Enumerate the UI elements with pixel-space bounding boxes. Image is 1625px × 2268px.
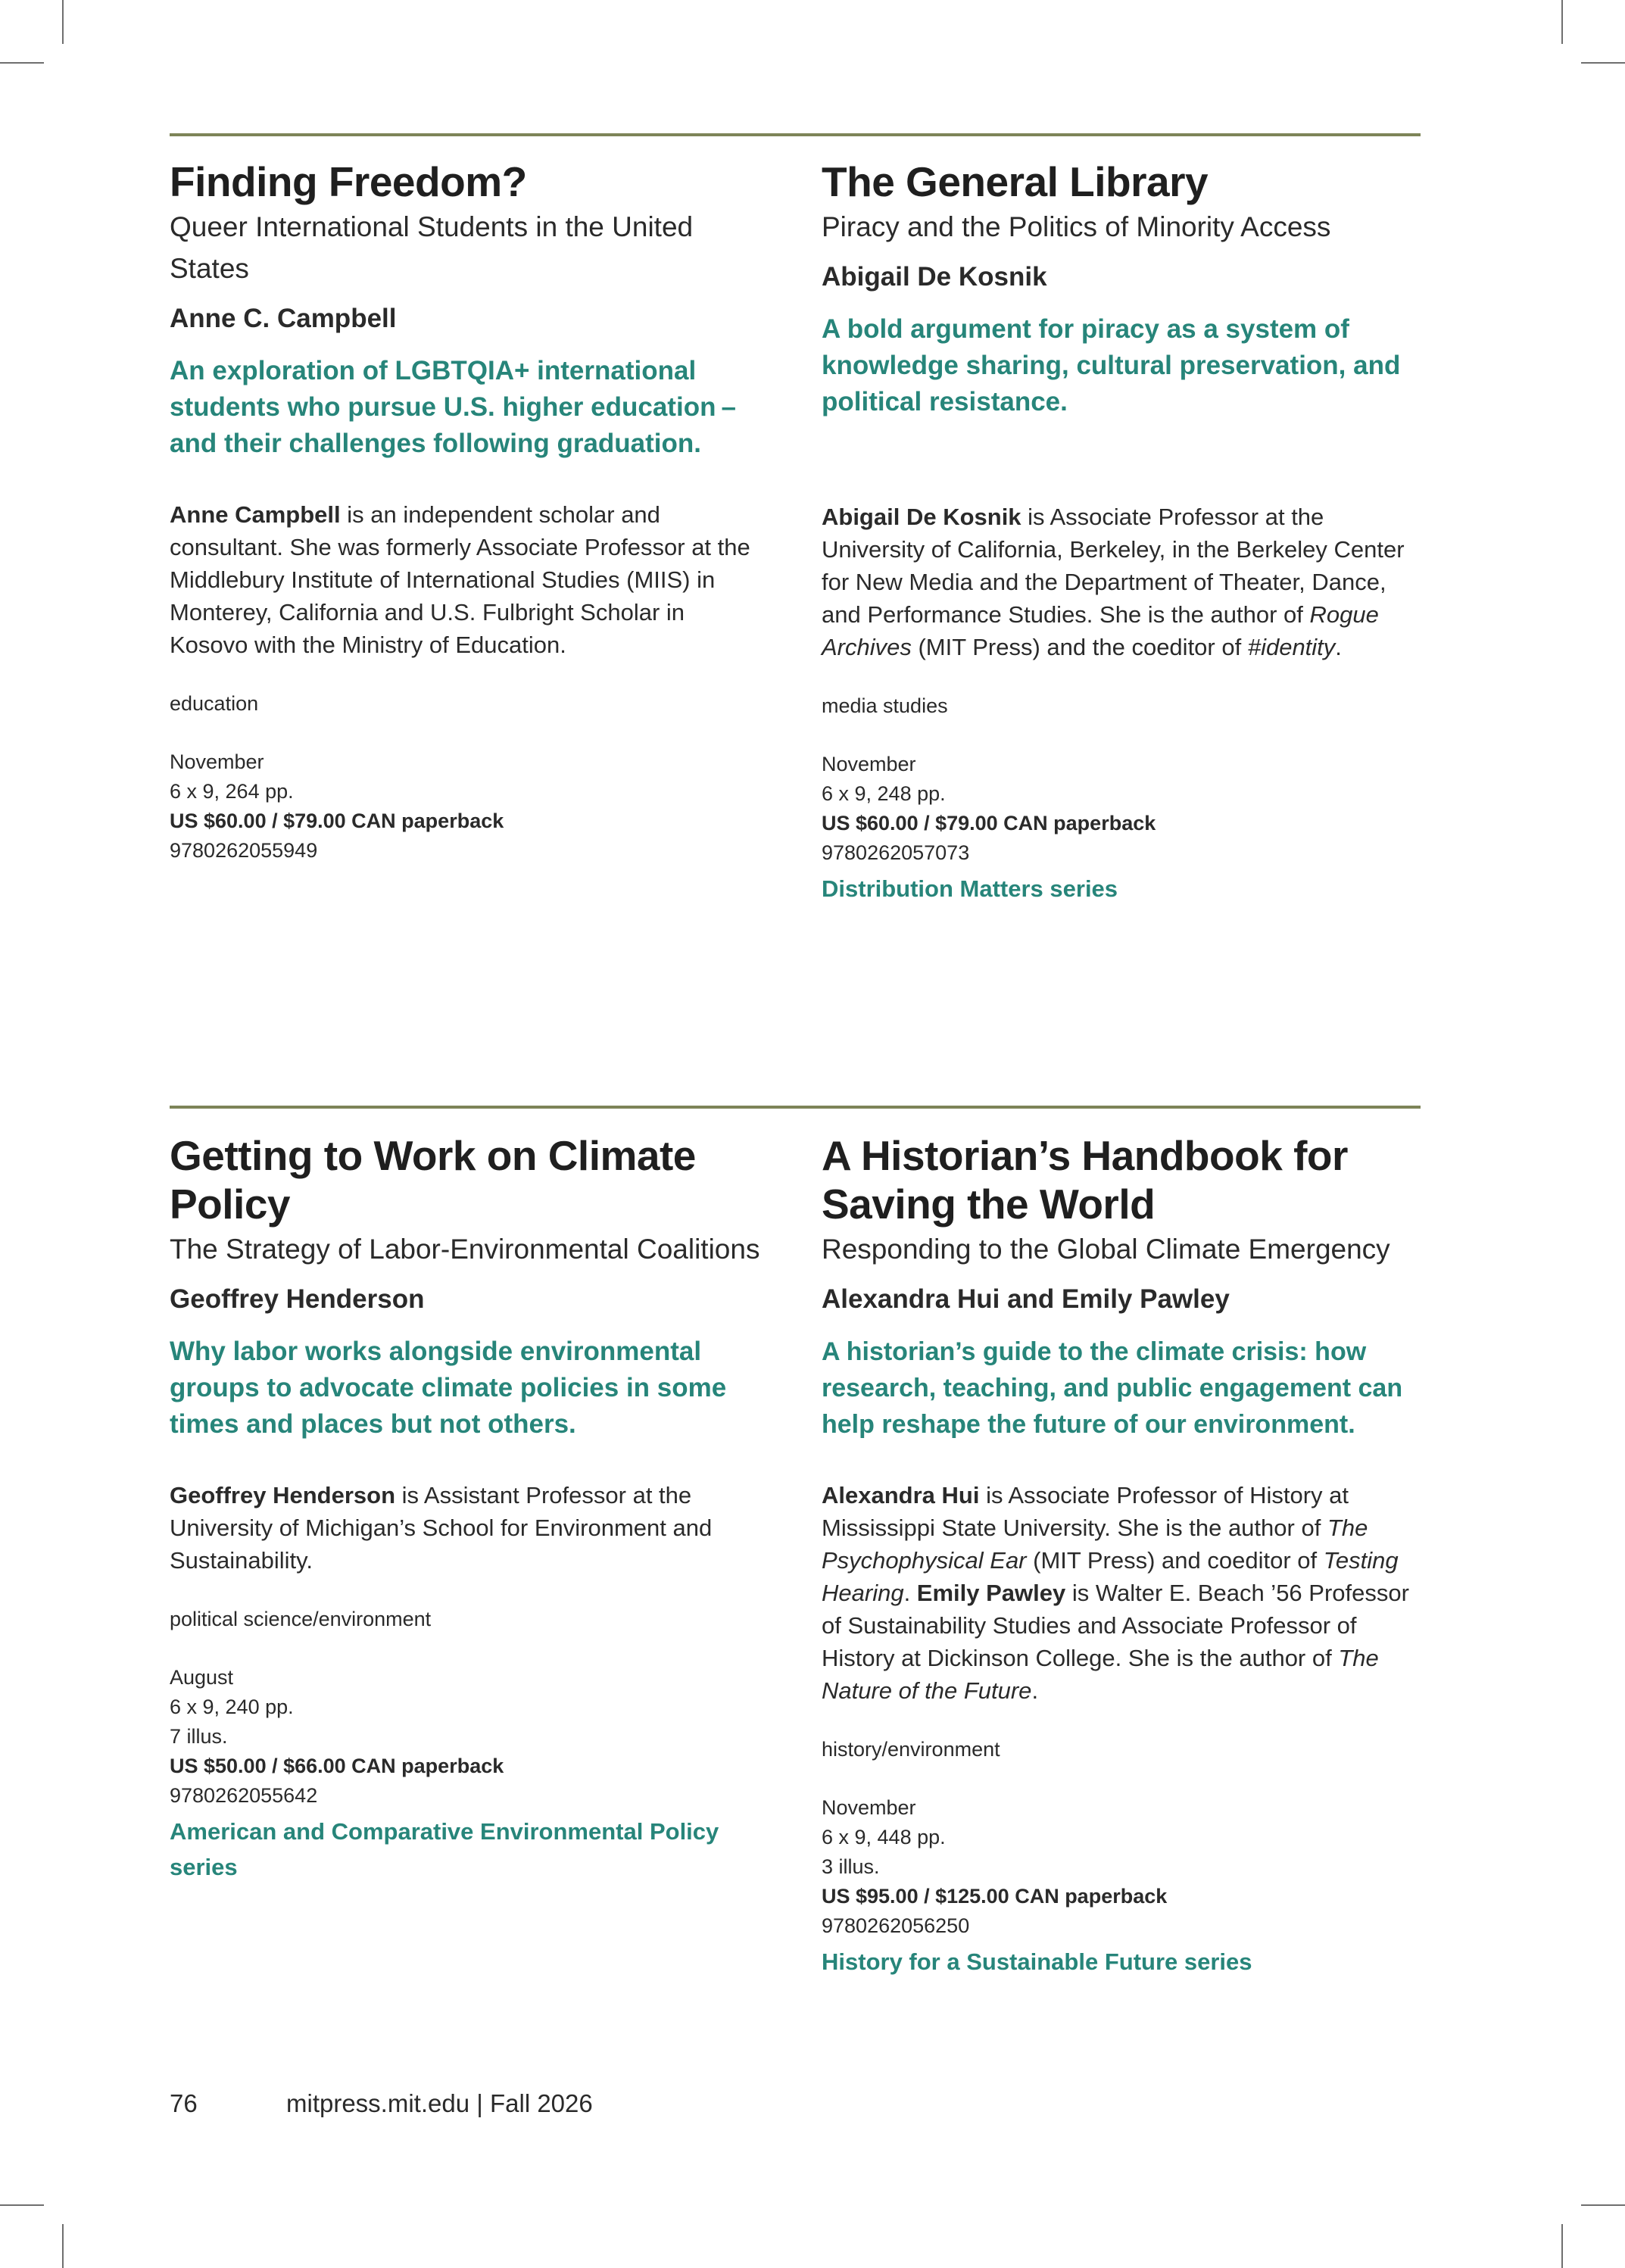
book-isbn: 9780262057073 <box>822 841 970 864</box>
pub-month: November <box>822 1796 916 1819</box>
bio-text: . <box>1031 1677 1039 1704</box>
pub-month: November <box>822 753 916 775</box>
book-title: The General Library <box>822 158 1209 205</box>
bio-work-title: The Psychophysical Ear <box>822 1515 1368 1574</box>
subject-category: education <box>170 692 259 715</box>
book-series-link[interactable]: History for a Sustainable Future series <box>822 1948 1252 1975</box>
page-number: 76 <box>170 2089 198 2117</box>
pub-month: August <box>170 1666 234 1689</box>
bio-work-title: #identity <box>1247 634 1336 660</box>
book-isbn: 9780262056250 <box>822 1914 970 1937</box>
book-format: 6 x 9, 448 pp. <box>822 1826 946 1848</box>
book-format: 6 x 9, 248 pp. <box>822 782 946 805</box>
book-format: 6 x 9, 240 pp. <box>170 1696 294 1718</box>
book-illustrations: 7 illus. <box>170 1725 228 1748</box>
book-isbn: 9780262055642 <box>170 1784 318 1807</box>
subject-category: political science/environment <box>170 1608 432 1630</box>
bio-text: is an independent scholar and consultant. She was formerly Associate Professor at the Middlebury Institute of International Studies (MIIS) in Monterey, California and U.S. Fulbright Scholar in Kosovo with the Ministry of Education. <box>170 501 750 658</box>
book-author: Geoffrey Henderson <box>170 1284 425 1314</box>
crop-mark <box>1561 0 1563 44</box>
bio-text: (MIT Press) and coeditor of <box>1026 1547 1324 1574</box>
bio-text: . <box>903 1580 917 1606</box>
pub-month: November <box>170 750 264 773</box>
bio-work-title: Rogue Archives <box>822 601 1379 660</box>
book-price: US $60.00 / $79.00 CAN paperback <box>170 810 504 832</box>
bio-work-title: Testing Hearing <box>822 1547 1399 1606</box>
subject-category: history/environment <box>822 1738 1000 1761</box>
book-price: US $50.00 / $66.00 CAN paperback <box>170 1755 504 1777</box>
bio-author-name: Anne Campbell <box>170 501 341 528</box>
bio-text: is Assistant Professor at the University of Michigan’s School for Environment and Sustainability. <box>170 1482 713 1574</box>
book-entry-historians-handbook <box>822 1131 1420 1979</box>
bio-text: is Associate Professor at the University of California, Berkeley, in the Berkeley Center for New Media and the Department of Theater, Dance, and Performance Studies. She is the author of <box>822 504 1405 628</box>
book-series-link[interactable]: American and Comparative Environmental Policy series <box>170 1818 719 1880</box>
bio-text: . <box>1335 634 1342 660</box>
book-title: Finding Freedom? <box>170 158 527 205</box>
book-title: Getting to Work on Climate Policy <box>170 1132 696 1228</box>
book-blurb: A bold argument for piracy as a system of knowledge sharing, cultural preservation, and political resistance. <box>822 314 1401 416</box>
bio-text: is Walter E. Beach ’56 Professor of Sustainability Studies and Associate Professor of History at Dickinson College. She is the author of <box>822 1580 1409 1671</box>
bio-author-name: Abigail De Kosnik <box>822 504 1021 530</box>
author-bio <box>822 501 1420 663</box>
section-rule-top <box>170 133 1421 136</box>
book-blurb: A historian’s guide to the climate crisis: how research, teaching, and public engagement can help reshape the future of our environment. <box>822 1337 1403 1439</box>
crop-mark <box>1581 2204 1625 2206</box>
crop-mark <box>1581 62 1625 64</box>
crop-mark <box>62 0 64 44</box>
book-author: Alexandra Hui and Emily Pawley <box>822 1284 1230 1314</box>
book-entry-finding-freedom <box>170 158 768 866</box>
book-entry-climate-policy <box>170 1131 768 1885</box>
crop-mark <box>62 2224 64 2268</box>
section-rule-bottom <box>170 1106 1421 1109</box>
crop-mark <box>0 62 44 64</box>
bio-author-name: Geoffrey Henderson <box>170 1482 396 1508</box>
bio-work-title: The Nature of the Future <box>822 1645 1379 1704</box>
book-subtitle: Responding to the Global Climate Emergency <box>822 1234 1390 1265</box>
bio-author-name: Emily Pawley <box>916 1580 1066 1606</box>
book-author: Anne C. Campbell <box>170 304 397 333</box>
book-subtitle: Queer International Students in the United States <box>170 211 694 284</box>
book-title: A Historian’s Handbook for Saving the World <box>822 1132 1348 1228</box>
book-isbn: 9780262055949 <box>170 839 318 862</box>
author-bio <box>170 498 768 661</box>
crop-mark <box>0 2204 44 2206</box>
subject-category: media studies <box>822 694 948 717</box>
author-bio <box>170 1479 768 1577</box>
crop-mark <box>1561 2224 1563 2268</box>
book-illustrations: 3 illus. <box>822 1855 880 1878</box>
footer-site-season[interactable]: mitpress.mit.edu | Fall 2026 <box>286 2089 593 2117</box>
book-price: US $95.00 / $125.00 CAN paperback <box>822 1885 1168 1908</box>
book-series-link[interactable]: Distribution Matters series <box>822 875 1118 902</box>
bio-text: (MIT Press) and the coeditor of <box>911 634 1248 660</box>
author-bio <box>822 1479 1420 1707</box>
book-price: US $60.00 / $79.00 CAN paperback <box>822 812 1156 835</box>
book-entry-general-library <box>822 158 1420 906</box>
book-subtitle: The Strategy of Labor-Environmental Coalitions <box>170 1234 760 1265</box>
book-author: Abigail De Kosnik <box>822 262 1047 292</box>
bio-text: is Associate Professor of History at Mississippi State University. She is the author of <box>822 1482 1349 1541</box>
book-blurb: An exploration of LGBTQIA+ international students who pursue U.S. higher education – and their challenges following graduation. <box>170 356 736 458</box>
bio-author-name: Alexandra Hui <box>822 1482 980 1508</box>
book-blurb: Why labor works alongside environmental groups to advocate climate policies in some times and places but not others. <box>170 1337 727 1439</box>
book-subtitle: Piracy and the Politics of Minority Access <box>822 211 1331 242</box>
book-format: 6 x 9, 264 pp. <box>170 780 294 803</box>
